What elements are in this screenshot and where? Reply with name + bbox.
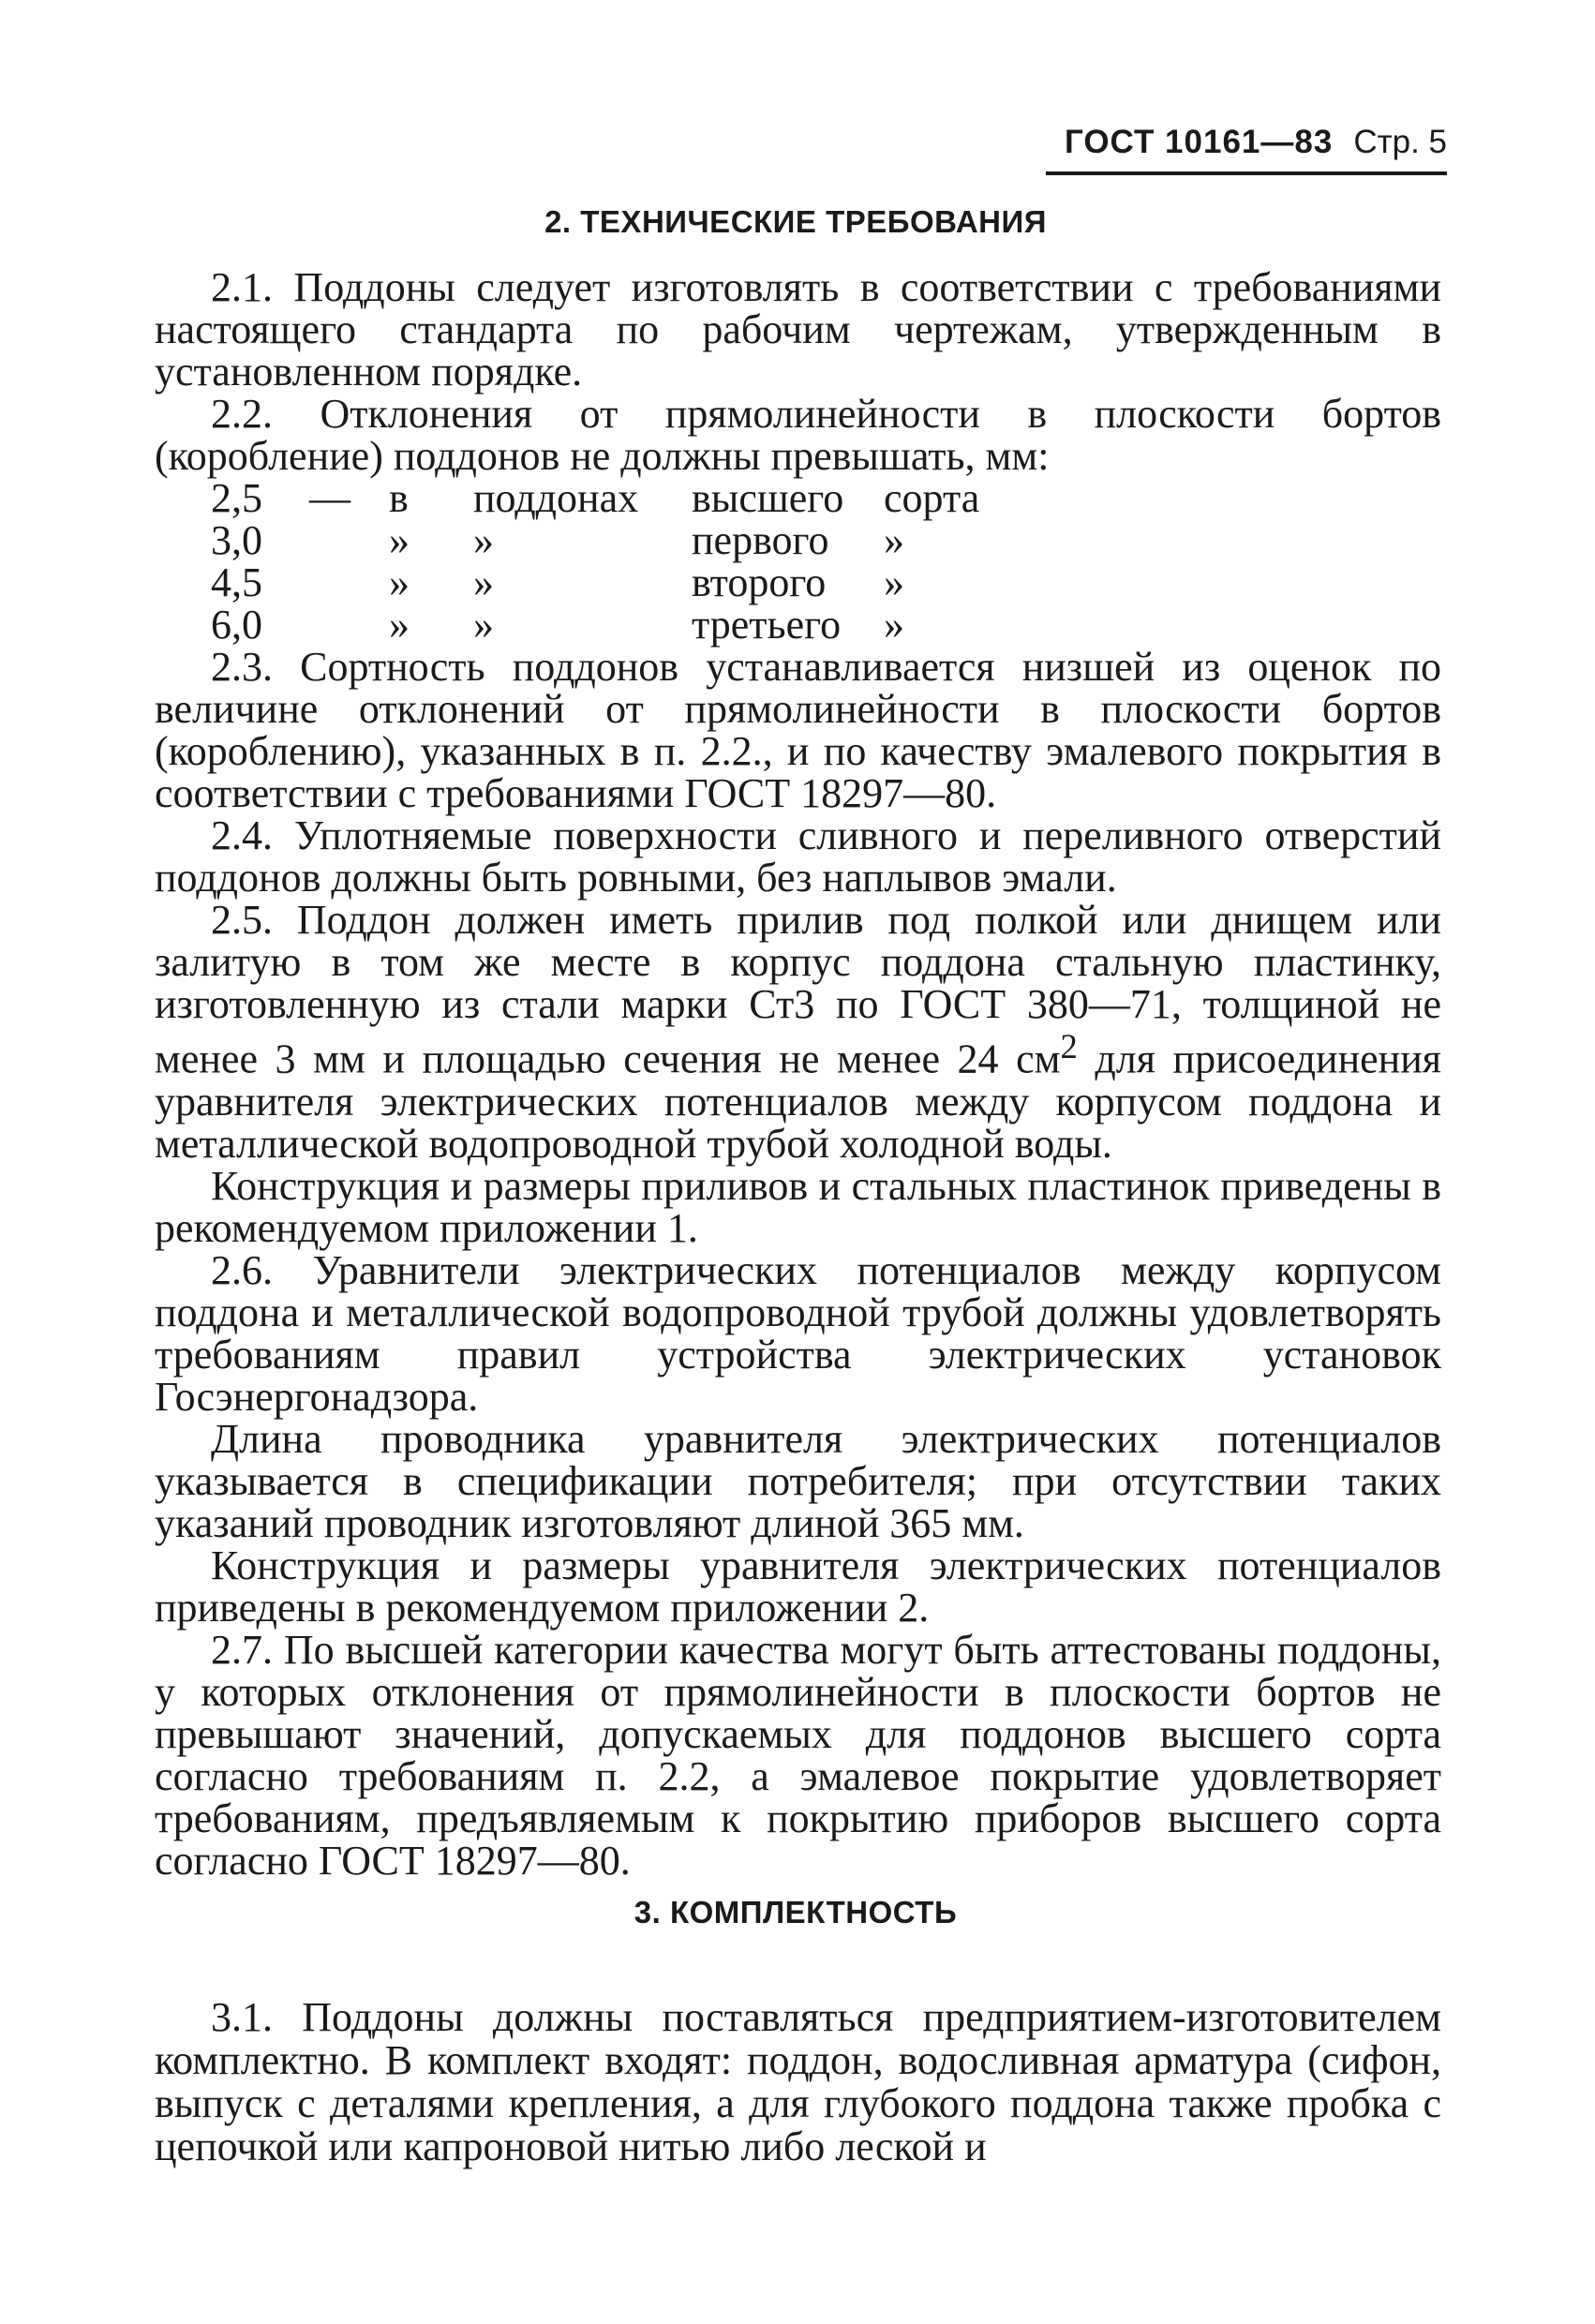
deviation-row — [155, 477, 1441, 519]
clause-2-6: 2.6. Уравнители электрических потенциалов между корпусом поддона и металлической водопроводной трубой должны удовлетворять требованиям правил устройства электрических установок Госэнергонадзора. — [155, 1246, 1441, 1420]
deviation-value: 6,0 — [211, 602, 262, 648]
section-3-heading: 3. КОМПЛЕКТНОСТЬ — [634, 1895, 958, 1929]
clause-2-7: 2.7. По высшей категории качества могут быть аттестованы поддоны, у которых отклонения от прямолинейности в плоскости бортов не превышают значений, допускаемых для поддонов высшего сорта согласно требованиям п. 2.2, а эмалевое покрытие удовлетворяет требованиям, предъявляемым к покрытию приборов высшего сорта согласно ГОСТ 18297—80. — [155, 1626, 1441, 1884]
clause-2-6-note: Конструкция и размеры уравнителя электрических потенциалов приведены в рекомендуемом приложении 2. — [155, 1542, 1441, 1631]
deviation-subject: поддонах — [473, 475, 639, 521]
deviation-prep: » — [389, 559, 410, 605]
clause-2-5-text: 2.5. Поддон должен иметь прилив под полкой или днищем или залитую в том же месте в корпус поддона стальную пластинку, изготовленную из стали марки Ст3 по ГОСТ 380—71, толщиной не менее 3 мм и площадью сечения не менее 24 см — [155, 897, 1441, 1082]
deviation-subject: » — [473, 517, 494, 563]
deviation-value: 3,0 — [211, 517, 262, 563]
clause-2-2: 2.2. Отклонения от прямолинейности в плоскости бортов (коробление) поддонов не должны превышать, мм: — [155, 391, 1441, 479]
clause-2-4: 2.4. Уплотняемые поверхности сливного и переливного отверстий поддонов должны быть ровными, без наплывов эмали. — [155, 812, 1441, 901]
deviation-subject: » — [473, 602, 494, 648]
deviation-value: 2,5 — [211, 475, 262, 521]
deviation-grade: высшего — [692, 475, 844, 521]
square-superscript: 2 — [1060, 1027, 1078, 1065]
header-rule — [1046, 171, 1447, 175]
clause-2-3: 2.3. Сортность поддонов устанавливается низшей из оценок по величине отклонений от прямолинейности в плоскости бортов (короблению), указанных в п. 2.2., и по качеству эмалевого покрытия в соответствии с требованиями ГОСТ 18297—80. — [155, 644, 1441, 816]
deviation-list — [155, 477, 1441, 646]
deviation-tail: » — [884, 559, 904, 605]
deviation-grade: первого — [692, 517, 829, 563]
clause-2-5-text-cont: для присоединения уравнителя электрических потенциалов между корпусом поддона и металлической водопроводной трубой холодной воды. — [155, 1035, 1441, 1167]
deviation-tail: сорта — [884, 475, 980, 521]
page-header — [1035, 120, 1447, 165]
deviation-prep: » — [389, 517, 410, 563]
section-2-body — [155, 266, 1441, 1882]
clause-3-1: 3.1. Поддоны должны поставляться предприятием-изготовителем комплектно. В комплект входят: поддон, водосливная арматура (сифон, выпуск с деталями крепления, а для глубокого поддона также пробка с цепочкой или капроновой нитью либо леской и — [155, 1994, 1441, 2169]
page-number: Стр. 5 — [1353, 124, 1447, 160]
clause-2-5 — [155, 899, 1441, 1165]
deviation-dash: — — [309, 475, 350, 521]
deviation-row — [155, 603, 1441, 646]
standard-number: ГОСТ 10161—83 — [1064, 124, 1334, 160]
deviation-grade: третьего — [692, 602, 842, 648]
section-2-heading: 2. ТЕХНИЧЕСКИЕ ТРЕБОВАНИЯ — [544, 204, 1047, 239]
deviation-prep: » — [389, 602, 410, 648]
deviation-grade: второго — [692, 559, 827, 605]
clause-2-1: 2.1. Поддоны следует изготовлять в соответствии с требованиями настоящего стандарта по рабочим чертежам, утвержденным в установленном порядке. — [155, 264, 1441, 395]
deviation-tail: » — [884, 602, 904, 648]
deviation-row — [155, 519, 1441, 561]
clause-2-6-length: Длина проводника уравнителя электрических потенциалов указывается в спецификации потребителя; при отсутствии таких указаний проводник изготовляют длиной 365 мм. — [155, 1415, 1441, 1546]
clause-2-5-note: Конструкция и размеры приливов и стальных пластинок приведены в рекомендуемом приложении 1. — [155, 1162, 1441, 1251]
deviation-tail: » — [884, 517, 904, 563]
deviation-subject: » — [473, 559, 494, 605]
deviation-row — [155, 561, 1441, 603]
deviation-value: 4,5 — [211, 559, 262, 605]
section-3-body — [155, 1996, 1441, 2168]
deviation-prep: в — [389, 475, 409, 521]
